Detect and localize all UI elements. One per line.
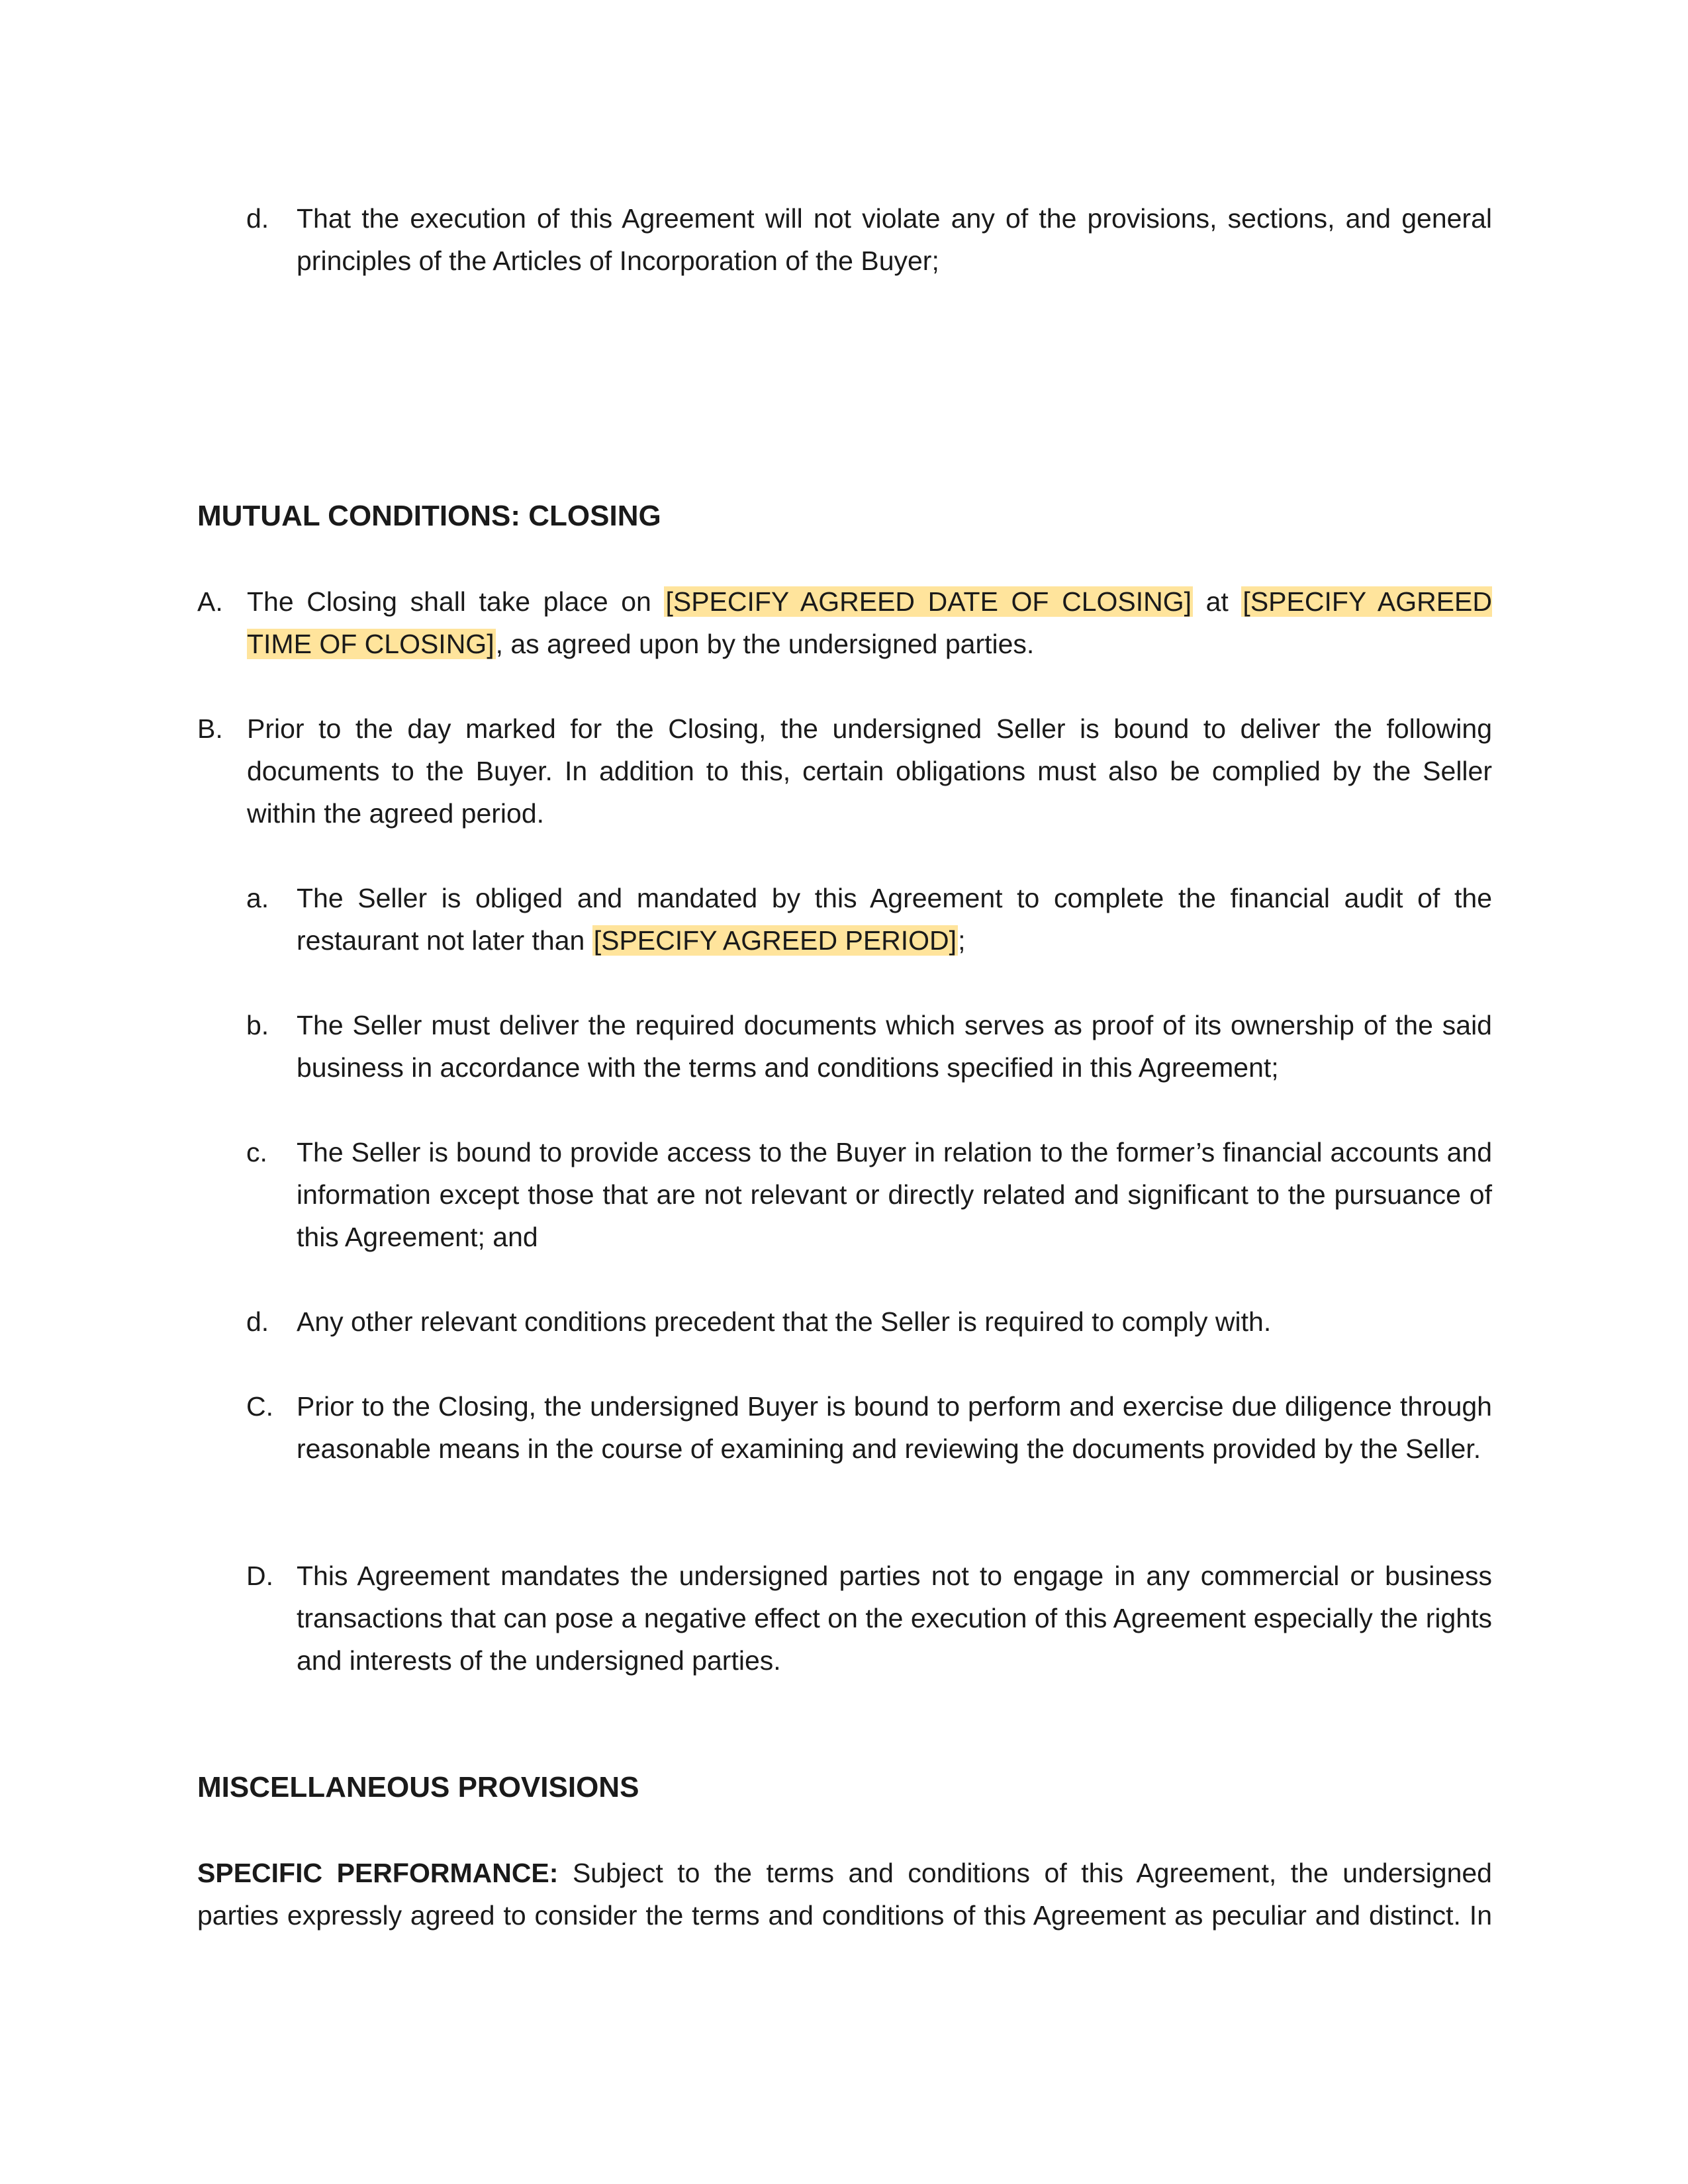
list-marker-A: A. (197, 586, 223, 617)
clause-B-seller-documents: Prior to the day marked for the Closing, the undersigned Seller is bound to deliver the following documents to the Buyer. In addition to this, certain obligations must also be complied by the Seller within the agreed period. (247, 713, 1492, 829)
specific-performance-text: Subject to the terms and conditions of this Agreement, the undersigned parties expressly agreed to consider the terms and conditions of this Agreement as peculiar and distinct. In (197, 1858, 1492, 1931)
list-marker-D: D. (246, 1561, 273, 1591)
list-marker-b: b. (246, 1010, 269, 1040)
clause-d-other-conditions: Any other relevant conditions precedent that the Seller is required to comply with. (297, 1306, 1272, 1337)
section-heading-miscellaneous: MISCELLANEOUS PROVISIONS (197, 1771, 639, 1803)
list-marker-d-top: d. (246, 203, 269, 234)
specific-performance-label: SPECIFIC PERFORMANCE: (197, 1858, 559, 1888)
clause-D-no-adverse-transactions: This Agreement mandates the undersigned parties not to engage in any commercial or business transactions that can pose a negative effect on the execution of this Agreement especially the rights and interests of the undersigned parties. (297, 1561, 1492, 1676)
list-marker-B: B. (197, 713, 223, 744)
placeholder-closing-date: [SPECIFY AGREED DATE OF CLOSING] (665, 586, 1192, 617)
placeholder-agreed-period: [SPECIFY AGREED PERIOD] (593, 925, 957, 956)
clause-b-ownership-documents: The Seller must deliver the required documents which serves as proof of its ownership of the said business in accordance with the terms and conditions specified in this Agreement; (297, 1010, 1492, 1083)
clause-a-text-pre: The Seller is obliged and mandated by this Agreement to complete the financial audit of the restaurant not later than (297, 883, 1492, 956)
section-heading-mutual-conditions: MUTUAL CONDITIONS: CLOSING (197, 500, 661, 532)
list-marker-a: a. (246, 883, 269, 913)
clause-A-text-mid: at (1193, 586, 1242, 617)
list-marker-C: C. (246, 1391, 273, 1422)
clause-A-text-post: , as agreed upon by the undersigned parties. (495, 629, 1035, 659)
clause-C-due-diligence: Prior to the Closing, the undersigned Buyer is bound to perform and exercise due diligence through reasonable means in the course of examining and reviewing the documents provided by the Seller. (297, 1391, 1492, 1464)
list-marker-d: d. (246, 1306, 269, 1337)
clause-d-articles: That the execution of this Agreement will not violate any of the provisions, sections, and general principles of the Articles of Incorporation of the Buyer; (297, 203, 1492, 276)
list-marker-c: c. (246, 1137, 267, 1167)
clause-A-closing-date (247, 580, 1492, 665)
clause-A-text-pre: The Closing shall take place on (247, 586, 665, 617)
clause-c-financial-access: The Seller is bound to provide access to the Buyer in relation to the former’s financial accounts and information except those that are not relevant or directly related and significant to the pursuance of this Agreement; and (297, 1137, 1492, 1252)
clause-a-text-post: ; (958, 925, 966, 956)
paragraph-specific-performance (197, 1852, 1492, 1936)
clause-a-financial-audit (297, 877, 1492, 962)
placeholder-closing-time: [SPECIFY AGREED TIME OF CLOSING] (247, 586, 1492, 659)
